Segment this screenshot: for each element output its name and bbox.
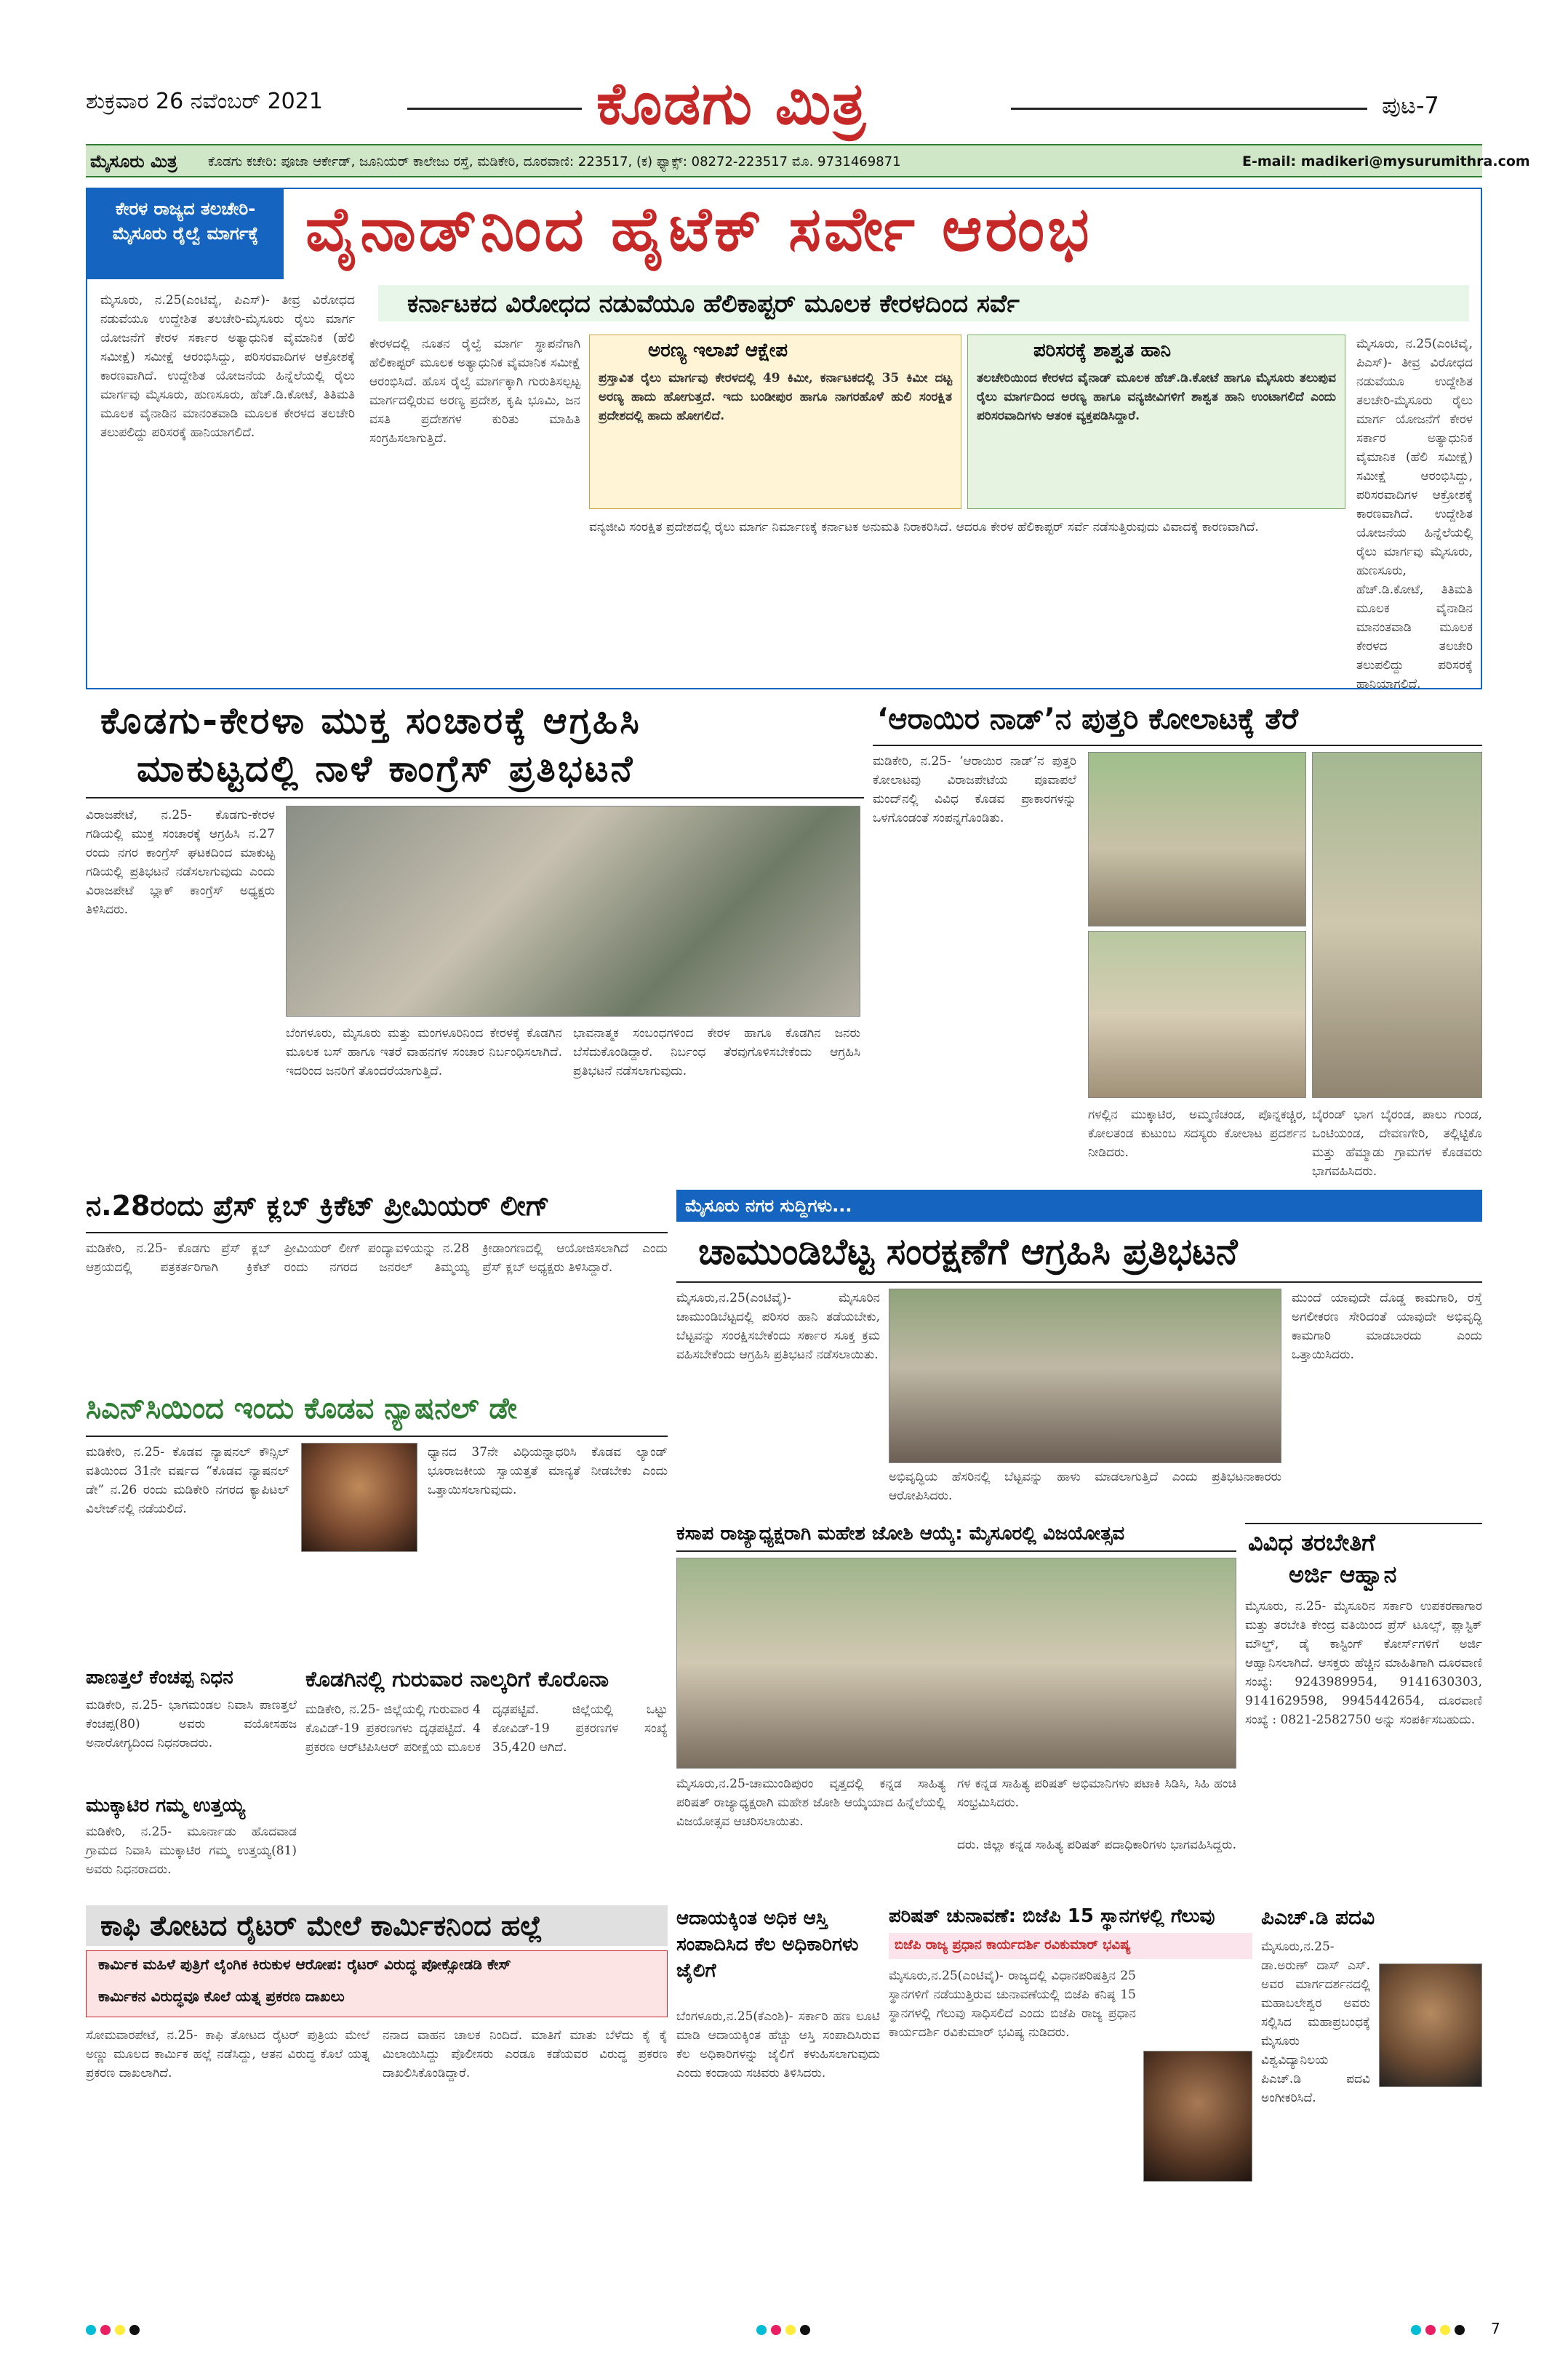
covid-headline: ಕೊಡಗಿನಲ್ಲಿ ಗುರುವಾರ ನಾಲ್ಕರಿಗೆ ಕೊರೊನಾ	[305, 1667, 609, 1692]
box-forest-title: ಅರಣ್ಯ ಇಲಾಖೆ ಆಕ್ಷೇಪ	[648, 340, 788, 361]
chamundi-body-col3: ಮುಂದೆ ಯಾವುದೇ ದೊಡ್ಡ ಕಾಮಗಾರಿ, ರಸ್ತೆ ಅಗಲೀಕರಣ ಸೇರಿದಂತೆ ಯಾವುದೇ ಅಭಿವೃದ್ಧಿ ಕಾಮಗಾರಿ ಮಾಡಬಾರದು ಎಂದು ಒತ್ತಾಯಿಸಿದರು.	[1292, 1291, 1482, 1362]
covid-story	[305, 1667, 668, 1899]
obituary-body-1: ಮಡಿಕೇರಿ, ನ.25- ಭಾಗಮಂಡಲ ನಿವಾಸಿ ಪಾಣತ್ತಲೆ ಕೆಂಚಪ್ಪ(80) ಅವರು ವಯೋಸಹಜ ಅನಾರೋಗ್ಯದಿಂದ ನಿಧನರಾದರು.	[86, 1698, 297, 1750]
kodagu-press-photo	[286, 806, 860, 1017]
strip-brand: ಮೈಸೂರು ಮಿತ್ರ	[90, 151, 177, 172]
mysuru-section-bar	[676, 1190, 1482, 1222]
arji-story	[1245, 1523, 1482, 1901]
cns-rule	[86, 1436, 668, 1437]
footer-page-mark: 7	[1491, 2320, 1500, 2337]
kasapa-photo	[676, 1558, 1236, 1769]
parishat-body: ಮೈಸೂರು,ನ.25(ಎಂಟಿವೈ)- ರಾಜ್ಯದಲ್ಲಿ ವಿಧಾನಪರಿಷತ್ತಿನ 25 ಸ್ಥಾನಗಳಿಗೆ ನಡೆಯುತ್ತಿರುವ ಚುನಾವಣೆಯಲ್ಲಿ ಬಿಜೆಪಿ ಕನಿಷ್ಠ 15 ಸ್ಥಾನಗಳಲ್ಲಿ ಗೆಲುವು ಸಾಧಿಸಲಿದೆ ಎಂದು ಬಿಜೆಪಿ ರಾಜ್ಯ ಪ್ರಧಾನ ಕಾರ್ಯದರ್ಶಿ ರವಿಕುಮಾರ್ ಭವಿಷ್ಯ ನುಡಿದರು.	[889, 1969, 1136, 2040]
estate-bullet-box	[86, 1950, 668, 2017]
estate-headline-bar	[86, 1905, 668, 1946]
lead-headline: ವೈನಾಡ್‌ನಿಂದ ಹೈಟೆಕ್ ಸರ್ವೇ ಆರಂಭ	[305, 193, 1092, 265]
kodagu-body-col2: ಬೆಂಗಳೂರು, ಮೈಸೂರು ಮತ್ತು ಮಂಗಳೂರಿನಿಂದ ಕೇರಳಕ್ಕೆ ಕೊಡಗಿನ ಮೂಲಕ ಬಸ್ ಹಾಗೂ ಇತರೆ ವಾಹನಗಳ ಸಂಚಾರ ನಿರ್ಬಂಧಿಸಲಾಗಿದೆ. ಇದರಿಂದ ಜನರಿಗೆ ತೊಂದರೆಯಾಗುತ್ತಿದೆ.	[286, 1026, 562, 1078]
cricket-rule	[86, 1232, 668, 1233]
chamundi-body-col2: ಅಭಿವೃದ್ಧಿಯ ಹೆಸರಿನಲ್ಲಿ ಬೆಟ್ಟವನ್ನು ಹಾಳು ಮಾಡಲಾಗುತ್ತಿದೆ ಎಂದು ಪ್ರತಿಭಟನಾಕಾರರು ಆರೋಪಿಸಿದರು.	[889, 1470, 1281, 1503]
mysuru-section-label: ಮೈಸೂರು ನಗರ ಸುದ್ದಿಗಳು...	[685, 1196, 852, 1216]
chamundi-photo	[889, 1289, 1281, 1463]
arji-body: ಮೈಸೂರು, ನ.25- ಮೈಸೂರಿನ ಸರ್ಕಾರಿ ಉಪಕರಣಾಗಾರ ಮತ್ತು ತರಬೇತಿ ಕೇಂದ್ರ ವತಿಯಿಂದ ಪ್ರೆಸ್ ಟೂಲ್ಸ್, ಪ್ಲಾಸ್ಟಿಕ್ ಮೌಲ್ಡ್, ಡೈ ಕಾಸ್ಟಿಂಗ್ ಕೋರ್ಸ್‌ಗಳಿಗೆ ಅರ್ಜಿ ಆಹ್ವಾನಿಸಲಾಗಿದೆ. ಆಸಕ್ತರು ಹೆಚ್ಚಿನ ಮಾಹಿತಿಗಾಗಿ ದೂರವಾಣಿ ಸಂಖ್ಯೆ: 9243989954, 9141630303, 9141629598, 9945442654, ದೂರವಾಣಿ ಸಂಖ್ಯೆ : 0821-2582750 ಅನ್ನು ಸಂಪರ್ಕಿಸಬಹುದು.	[1245, 1599, 1482, 1727]
info-strip	[86, 144, 1530, 177]
estate-story	[86, 1905, 668, 2298]
lead-kicker: ಕೇರಳ ರಾಜ್ಯದ ತಲಚೇರಿ-ಮೈಸೂರು ರೈಲ್ವೆ ಮಾರ್ಗಕ್ಕೆ	[112, 199, 259, 244]
lead-story	[86, 188, 1482, 692]
estate-body-col2: ನನಾದ ವಾಹನ ಚಾಲಕ ನಿಂದಿದೆ. ಮಾತಿಗೆ ಮಾತು ಬೆಳೆದು ಕೈ ಕೈ ಮಿಲಾಯಿಸಿದ್ದು ಪೊಲೀಸರು ಎರಡೂ ಕಡೆಯವರ ವಿರುದ್ಧ ಪ್ರಕರಣ ದಾಖಲಿಸಿಕೊಂಡಿದ್ದಾರೆ.	[383, 2028, 668, 2081]
phd-story	[1261, 1905, 1482, 2298]
obituary-body-2: ಮಡಿಕೇರಿ, ನ.25- ಮೂರ್ನಾಡು ಹೊದವಾಡ ಗ್ರಾಮದ ನಿವಾಸಿ ಮುಕ್ಕಾಟಿರ ಗಮ್ಮ ಉತ್ತಯ್ಯ(81) ಅವರು ನಿಧನರಾದರು.	[86, 1825, 297, 1877]
phd-portrait	[1379, 1963, 1482, 2087]
arji-headline-1: ವಿವಿಧ ತರಬೇತಿಗೆ	[1248, 1529, 1375, 1556]
covid-body: ಮಡಿಕೇರಿ, ನ.25- ಜಿಲ್ಲೆಯಲ್ಲಿ ಗುರುವಾರ 4 ಕೊವಿಡ್-19 ಪ್ರಕರಣಗಳು ದೃಢಪಟ್ಟಿದೆ. 4 ಪ್ರಕರಣ ಆರ್‌ಟಿಪಿಸಿಆರ್ ಪರೀಕ್ಷೆಯ ಮೂಲಕ ದೃಢಪಟ್ಟಿವೆ. ಜಿಲ್ಲೆಯಲ್ಲಿ ಒಟ್ಟು ಕೋವಿಡ್-19 ಪ್ರಕರಣಗಳ ಸಂಖ್ಯೆ 35,420 ಆಗಿದೆ.	[305, 1702, 668, 1755]
cns-story	[86, 1392, 668, 1661]
estate-bullet-1: ಕಾರ್ಮಿಕ ಮಹಿಳೆ ಪುತ್ರಿಗೆ ಲೈಂಗಿಕ ಕಿರುಕುಳ ಆರೋಪ: ರೈಟರ್ ವಿರುದ್ಧ ಪೋಕ್ಸೋಡಡಿ ಕೇಸ್	[98, 1955, 511, 1973]
kasapa-story	[676, 1523, 1236, 1901]
estate-headline: ಕಾಫಿ ತೋಟದ ರೈಟರ್ ಮೇಲೆ ಕಾರ್ಮಿಕನಿಂದ ಹಲ್ಲೆ	[100, 1910, 543, 1942]
puttari-photo-1	[1088, 752, 1306, 926]
registration-dots-center	[756, 2324, 815, 2338]
kasapa-body-col1: ಮೈಸೂರು,ನ.25-ಚಾಮುಂಡಿಪುರಂ ವೃತ್ತದಲ್ಲಿ ಕನ್ನಡ ಸಾಹಿತ್ಯ ಪರಿಷತ್ ರಾಜ್ಯಾಧ್ಯಕ್ಷರಾಗಿ ಮಹೇಶ ಜೋಶಿ ಆಯ್ಕೆಯಾದ ಹಿನ್ನೆಲೆಯಲ್ಲಿ ವಿಜಯೋತ್ಸವ ಆಚರಿಸಲಾಯಿತು.	[676, 1777, 945, 1829]
kodagu-rule	[86, 797, 864, 798]
box-environment-title: ಪರಿಸರಕ್ಕೆ ಶಾಶ್ವತ ಹಾನಿ	[1033, 340, 1172, 361]
lead-body-col1: ಮೈಸೂರು, ನ.25(ಎಂಟಿವೈ, ಪಿಎಸ್‌)- ತೀವ್ರ ವಿರೋಧದ ನಡುವೆಯೂ ಉದ್ದೇಶಿತ ತಲಚೇರಿ-ಮೈಸೂರು ರೈಲು ಮಾರ್ಗ ಯೋಜನೆಗೆ ಕೇರಳ ಸರ್ಕಾರ ಅತ್ಯಾಧುನಿಕ ವೈಮಾನಿಕ (ಹೆಲಿ ಸಮೀಕ್ಷೆ) ಸಮೀಕ್ಷೆ ಆರಂಭಿಸಿದ್ದು, ಪರಿಸರವಾದಿಗಳ ಆಕ್ರೋಶಕ್ಕೆ ಕಾರಣವಾಗಿದೆ. ಉದ್ದೇಶಿತ ಯೋಜನೆಯ ಹಿನ್ನೆಲೆಯಲ್ಲಿ ರೈಲು ಮಾರ್ಗವು ಮೈಸೂರು, ಹುಣಸೂರು, ಹೆಚ್.ಡಿ.ಕೋಟೆ, ತಿತಿಮತಿ ಮೂಲಕ ವೈನಾಡಿನ ಮಾನಂತವಾಡಿ ಮೂಲಕ ಕೇರಳದ ತಲಚೇರಿ ತಲುಪಲಿದ್ದು ಪರಿಸರಕ್ಕೆ ಹಾನಿಯಾಗಲಿದೆ.	[100, 293, 355, 440]
masthead-rule-left	[407, 108, 582, 110]
registration-dots-left	[86, 2324, 144, 2338]
lead-body-col2: ಕೇರಳದಲ್ಲಿ ನೂತನ ರೈಲ್ವೆ ಮಾರ್ಗ ಸ್ಥಾಪನೆಗಾಗಿ ಹೆಲಿಕಾಪ್ಟರ್ ಮೂಲಕ ಅತ್ಯಾಧುನಿಕ ವೈಮಾನಿಕ ಸಮೀಕ್ಷೆ ಆರಂಭಿಸಿದೆ. ಹೊಸ ರೈಲ್ವೆ ಮಾರ್ಗಕ್ಕಾಗಿ ಗುರುತಿಸಲ್ಪಟ್ಟ ಮಾರ್ಗದಲ್ಲಿರುವ ಅರಣ್ಯ ಪ್ರದೇಶ, ಕೃಷಿ ಭೂಮಿ, ಜನ ವಸತಿ ಪ್ರದೇಶಗಳ ಕುರಿತು ಮಾಹಿತಿ ಸಂಗ್ರಹಿಸಲಾಗುತ್ತಿದೆ.	[369, 337, 580, 446]
masthead	[0, 0, 1568, 182]
obituary-headline-1: ಪಾಣತ್ತಲೆ ಕೆಂಚಪ್ಪ ನಿಧನ	[86, 1667, 233, 1689]
obituary-headline-2: ಮುಕ್ಕಾಟಿರ ಗಮ್ಮ ಉತ್ತಯ್ಯ	[86, 1795, 246, 1817]
cns-portrait	[301, 1443, 417, 1552]
parishat-subhead-bar	[889, 1933, 1252, 1959]
phd-headline: ಪಿಎಚ್.ಡಿ ಪದವಿ	[1261, 1905, 1375, 1929]
lead-kicker-box	[87, 189, 284, 279]
estate-bullet-2: ಕಾರ್ಮಿಕನ ವಿರುದ್ಧವೂ ಕೊಲೆ ಯತ್ನ ಪ್ರಕರಣ ದಾಖಲು	[98, 1987, 345, 2005]
puttari-body-col1: ಮಡಿಕೇರಿ, ನ.25- ‘ಆರಾಯಿರ ನಾಡ್’ನ ಪುತ್ತರಿ ಕೋಲಾಟವು ವಿರಾಜಪೇಟೆಯ ಪೂವಾಪಲೆ ಮಂದ್‌ನಲ್ಲಿ ವಿವಿಧ ಕೊಡವ ಪ್ರಾಕಾರಗಳನ್ನು ಒಳಗೊಂಡಂತೆ ಸಂಪನ್ನಗೊಂಡಿತು.	[873, 754, 1076, 825]
puttari-body-col2: ಗಳಲ್ಲಿನ ಮುಕ್ಕಾಟಿರ, ಅಮ್ಮಣಿಚಂಡ, ಪೊನ್ನಕಚ್ಚಿರ, ಕೋಲತಂಡ ಕುಟುಂಬ ಸದಸ್ಯರು ಕೋಲಾಟ ಪ್ರದರ್ಶನ ನೀಡಿದರು.	[1088, 1108, 1306, 1160]
kasapa-headline: ಕಸಾಪ ರಾಜ್ಯಾಧ್ಯಕ್ಷರಾಗಿ ಮಹೇಶ ಜೋಶಿ ಆಯ್ಕೆ: ಮೈಸೂರಲ್ಲಿ ವಿಜಯೋತ್ಸವ	[676, 1523, 1125, 1545]
kodagu-body-col3: ಭಾವನಾತ್ಮಕ ಸಂಬಂಧಗಳಿಂದ ಕೇರಳ ಹಾಗೂ ಕೊಡಗಿನ ಜನರು ಬೆಸೆದುಕೊಂಡಿದ್ದಾರೆ. ನಿರ್ಬಂಧ ತೆರವುಗೊಳಿಸಬೇಕೆಂದು ಆಗ್ರಹಿಸಿ ಪ್ರತಿಭಟನೆ ನಡೆಸಲಾಗುವುದು.	[573, 1026, 860, 1078]
kasapa-rule	[676, 1550, 1236, 1552]
chamundi-headline: ಚಾಮುಂಡಿಬೆಟ್ಟ ಸಂರಕ್ಷಣೆಗೆ ಆಗ್ರಹಿಸಿ ಪ್ರತಿಭಟನೆ	[698, 1230, 1238, 1273]
page-number: ಪುಟ-7	[1382, 92, 1439, 119]
puttari-headline: ‘ಆರಾಯಿರ ನಾಡ್’ನ ಪುತ್ತರಿ ಕೋಲಾಟಕ್ಕೆ ತೆರೆ	[877, 702, 1298, 736]
kodagu-headline-1: ಕೊಡಗು-ಕೇರಳಾ ಮುಕ್ತ ಸಂಚಾರಕ್ಕೆ ಆಗ್ರಹಿಸಿ	[100, 700, 641, 742]
obituary-block	[86, 1667, 301, 1899]
strip-address: ಕೊಡಗು ಕಚೇರಿ: ಪೂಜಾ ಆರ್ಕೇಡ್, ಜೂನಿಯರ್ ಕಾಲೇಜು ರಸ್ತೆ, ಮಡಿಕೇರಿ, ದೂರವಾಣಿ: 223517, (ಕ) ಫ್ಯಾಕ್ಸ್: 08272-223517 ಮೊ. 9731469871	[208, 154, 901, 169]
chamundi-body-col1: ಮೈಸೂರು,ನ.25(ಎಂಟಿವೈ)- ಮೈಸೂರಿನ ಚಾಮುಂಡಿಬೆಟ್ಟದಲ್ಲಿ ಪರಿಸರ ಹಾನಿ ತಡೆಯಬೇಕು, ಬೆಟ್ಟವನ್ನು ಸಂರಕ್ಷಿಸಬೇಕೆಂದು ಸರ್ಕಾರ ಸೂಕ್ತ ಕ್ರಮ ವಹಿಸಬೇಕೆಂದು ಆಗ್ರಹಿಸಿ ಪ್ರತಿಭಟನೆ ನಡೆಸಲಾಯಿತು.	[676, 1291, 880, 1362]
kodagu-body-col1: ವಿರಾಜಪೇಟೆ, ನ.25- ಕೊಡಗು-ಕೇರಳ ಗಡಿಯಲ್ಲಿ ಮುಕ್ತ ಸಂಚಾರಕ್ಕೆ ಆಗ್ರಹಿಸಿ ನ.27 ರಂದು ನಗರ ಕಾಂಗ್ರೆಸ್ ಘಟಕದಿಂದ ಮಾಕುಟ್ಟ ಗಡಿಯಲ್ಲಿ ಪ್ರತಿಭಟನೆ ನಡೆಸಲಾಗುವುದು ಎಂದು ವಿರಾಜಪೇಟೆ ಬ್ಲಾಕ್ ಕಾಂಗ್ರೆಸ್ ಅಧ್ಯಕ್ಷರು ತಿಳಿಸಿದರು.	[86, 808, 275, 917]
cns-body-col2: ಧ್ಯಾನದ 37ನೇ ವಿಧಿಯನ್ನಾಧರಿಸಿ ಕೊಡವ ಲ್ಯಾಂಡ್ ಭೂರಾಜಕೀಯ ಸ್ವಾಯತ್ತತೆ ಮಾನ್ಯತೆ ನೀಡಬೇಕು ಎಂದು ಒತ್ತಾಯಿಸಲಾಗುವುದು.	[428, 1445, 668, 1497]
masthead-rule-right	[1011, 108, 1367, 110]
arji-headline-2: ಅರ್ಜಿ ಆಹ್ವಾನ	[1289, 1561, 1397, 1588]
income-body: ಬೆಂಗಳೂರು,ನ.25(ಕೆಎಂಶಿ)- ಸರ್ಕಾರಿ ಹಣ ಲೂಟಿ ಮಾಡಿ ಆದಾಯಕ್ಕಿಂತ ಹೆಚ್ಚು ಆಸ್ತಿ ಸಂಪಾದಿಸಿರುವ ಕೆಲ ಅಧಿಕಾರಿಗಳನ್ನು ಜೈಲಿಗೆ ಕಳುಹಿಸಲಾಗುವುದು ಎಂದು ಕಂದಾಯ ಸಚಿವರು ತಿಳಿಸಿದರು.	[676, 2009, 880, 2081]
strip-email[interactable]: E-mail: madikeri@mysurumithra.com	[1242, 153, 1530, 169]
phd-body: ಮೈಸೂರು,ನ.25- ಡಾ.ಅರುಣ್ ದಾಸ್ ಎಸ್. ಅವರ ಮಾರ್ಗದರ್ಶನದಲ್ಲಿ ಮಹಾಬಲೇಶ್ವರ ಅವರು ಸಲ್ಲಿಸಿದ ಮಹಾಪ್ರಬಂಧಕ್ಕೆ ಮೈಸೂರು ವಿಶ್ವವಿದ್ಯಾನಿಲಯ ಪಿಎಚ್.ಡಿ ಪದವಿ ಅಂಗೀಕರಿಸಿದೆ.	[1261, 1939, 1370, 2105]
chamundi-rule	[676, 1281, 1482, 1283]
cns-headline: ಸಿಎನ್‌ಸಿಯಿಂದ ಇಂದು ಕೊಡವ ನ್ಯಾಷನಲ್ ಡೇ	[86, 1392, 517, 1425]
parishat-portrait	[1143, 2051, 1252, 2182]
kodagu-headline-2: ಮಾಕುಟ್ಟದಲ್ಲಿ ನಾಳೆ ಕಾಂಗ್ರೆಸ್ ಪ್ರತಿಭಟನೆ	[137, 748, 635, 790]
chamundi-story	[676, 1228, 1482, 1518]
cns-body-col1: ಮಡಿಕೇರಿ, ನ.25- ಕೊಡವ ನ್ಯಾಷನಲ್ ಕೌನ್ಸಿಲ್ ವತಿಯಿಂದ 31ನೇ ವರ್ಷದ “ಕೊಡವ ನ್ಯಾಷನಲ್ ಡೇ” ನ.26 ರಂದು ಮಡಿಕೇರಿ ನಗರದ ಕ್ಯಾಪಿಟಲ್ ವಿಲೇಜ್‌ನಲ್ಲಿ ನಡೆಯಲಿದೆ.	[86, 1445, 289, 1516]
parishat-story	[889, 1905, 1252, 2298]
newspaper-title: ಕೊಡಗು ಮಿತ್ರ	[596, 70, 868, 137]
puttari-story	[873, 697, 1482, 1184]
cricket-story	[86, 1190, 668, 1386]
box-forest-body: ಪ್ರಸ್ತಾವಿತ ರೈಲು ಮಾರ್ಗವು ಕೇರಳದಲ್ಲಿ 49 ಕಿಮೀ, ಕರ್ನಾಟಕದಲ್ಲಿ 35 ಕಿಮೀ ದಟ್ಟ ಅರಣ್ಯ ಹಾದು ಹೋಗುತ್ತದೆ. ಇದು ಬಂಡೀಪುರ ಹಾಗೂ ನಾಗರಹೊಳೆ ಹುಲಿ ಸಂರಕ್ಷಿತ ಪ್ರದೇಶದಲ್ಲಿ ಹಾದು ಹೋಗಲಿದೆ.	[599, 371, 952, 423]
cricket-headline: ನ.28ರಂದು ಪ್ರೆಸ್ ಕ್ಲಬ್ ಕ್ರಿಕೆಟ್ ಪ್ರೀಮಿಯರ್ ಲೀಗ್	[86, 1190, 550, 1222]
puttari-photo-3	[1312, 752, 1482, 1098]
puttari-rule	[873, 745, 1482, 746]
lead-subhead: ಕರ್ನಾಟಕದ ವಿರೋಧದ ನಡುವೆಯೂ ಹೆಲಿಕಾಪ್ಟರ್ ಮೂಲಕ ಕೇರಳದಿಂದ ಸರ್ವೆ	[407, 289, 1020, 319]
kodagu-story	[86, 697, 864, 1184]
parishat-headline: ಪರಿಷತ್ ಚುನಾವಣೆ: ಬಿಜೆಪಿ 15 ಸ್ಥಾನಗಳಲ್ಲಿ ಗೆಲುವು	[889, 1905, 1215, 1927]
income-story	[676, 1905, 880, 2298]
box-forest	[589, 335, 961, 509]
puttari-body-col3: ಬೈರಂಡ್ ಭಾಗ ಬೈರಂಡ, ಪಾಲು ಗುಂಡ, ಒಂಟಿಯಂಡ, ದೇವಣಗೇರಿ, ತಲ್ಲಿಟ್ಟಿಕೊ ಮತ್ತು ಹೆಮ್ಮಾಡು ಗ್ರಾಮಗಳ ಕೊಡವರು ಭಾಗವಹಿಸಿದರು.	[1312, 1108, 1482, 1179]
lead-body-col4: ಮೈಸೂರು, ನ.25(ಎಂಟಿವೈ, ಪಿಎಸ್‌)- ತೀವ್ರ ವಿರೋಧದ ನಡುವೆಯೂ ಉದ್ದೇಶಿತ ತಲಚೇರಿ-ಮೈಸೂರು ರೈಲು ಮಾರ್ಗ ಯೋಜನೆಗೆ ಕೇರಳ ಸರ್ಕಾರ ಅತ್ಯಾಧುನಿಕ ವೈಮಾನಿಕ (ಹೆಲಿ ಸಮೀಕ್ಷೆ) ಸಮೀಕ್ಷೆ ಆರಂಭಿಸಿದ್ದು, ಪರಿಸರವಾದಿಗಳ ಆಕ್ರೋಶಕ್ಕೆ ಕಾರಣವಾಗಿದೆ. ಉದ್ದೇಶಿತ ಯೋಜನೆಯ ಹಿನ್ನೆಲೆಯಲ್ಲಿ ರೈಲು ಮಾರ್ಗವು ಮೈಸೂರು, ಹುಣಸೂರು, ಹೆಚ್.ಡಿ.ಕೋಟೆ, ತಿತಿಮತಿ ಮೂಲಕ ವೈನಾಡಿನ ಮಾನಂತವಾಡಿ ಮೂಲಕ ಕೇರಳದ ತಲಚೇರಿ ತಲುಪಲಿದ್ದು ಪರಿಸರಕ್ಕೆ ಹಾನಿಯಾಗಲಿದೆ.	[1356, 337, 1473, 692]
registration-dots-right	[1411, 2324, 1469, 2338]
cricket-body: ಮಡಿಕೇರಿ, ನ.25- ಕೊಡಗು ಪ್ರೆಸ್ ಕ್ಲಬ್ ಆಶ್ರಯದಲ್ಲಿ ಪತ್ರಕರ್ತರಿಗಾಗಿ ಕ್ರಿಕೆಟ್ ಪ್ರೀಮಿಯರ್ ಲೀಗ್ ಪಂದ್ಯಾವಳಿಯನ್ನು ನ.28 ರಂದು ನಗರದ ಜನರಲ್ ತಿಮ್ಮಯ್ಯ ಕ್ರೀಡಾಂಗಣದಲ್ಲಿ ಆಯೋಜಿಸಲಾಗಿದೆ ಎಂದು ಪ್ರೆಸ್ ಕ್ಲಬ್ ಅಧ್ಯಕ್ಷರು ತಿಳಿಸಿದ್ದಾರೆ.	[86, 1241, 668, 1275]
box-environment	[967, 335, 1345, 509]
lead-body-col3: ವನ್ಯಜೀವಿ ಸಂರಕ್ಷಿತ ಪ್ರದೇಶದಲ್ಲಿ ರೈಲು ಮಾರ್ಗ ನಿರ್ಮಾಣಕ್ಕೆ ಕರ್ನಾಟಕ ಅನುಮತಿ ನಿರಾಕರಿಸಿದೆ. ಆದರೂ ಕೇರಳ ಹೆಲಿಕಾಪ್ಟರ್ ಸರ್ವೆ ನಡೆಸುತ್ತಿರುವುದು ವಿವಾದಕ್ಕೆ ಕಾರಣವಾಗಿದೆ.	[589, 520, 1259, 535]
kasapa-body-col3: ದರು. ಜಿಲ್ಲಾ ಕನ್ನಡ ಸಾಹಿತ್ಯ ಪರಿಷತ್ ಪದಾಧಿಕಾರಿಗಳು ಭಾಗವಹಿಸಿದ್ದರು.	[957, 1838, 1236, 1852]
puttari-photo-2	[1088, 931, 1306, 1098]
kasapa-body-col2: ಗಳ ಕನ್ನಡ ಸಾಹಿತ್ಯ ಪರಿಷತ್ ಅಭಿಮಾನಿಗಳು ಪಟಾಕಿ ಸಿಡಿಸಿ, ಸಿಹಿ ಹಂಚಿ ಸಂಭ್ರಮಿಸಿದರು.	[957, 1777, 1236, 1810]
income-headline: ಆದಾಯಕ್ಕಿಂತ ಅಧಿಕ ಆಸ್ತಿ ಸಂಪಾದಿಸಿದ ಕೆಲ ಅಧಿಕಾರಿಗಳು ಜೈಲಿಗೆ	[676, 1907, 859, 1982]
estate-body-col1: ಸೋಮವಾರಪೇಟೆ, ನ.25- ಕಾಫಿ ತೋಟದ ರೈಟರ್ ಪುತ್ರಿಯ ಮೇಲೆ ಅಣ್ಣು ಮೂಲದ ಕಾರ್ಮಿಕ ಹಲ್ಲೆ ನಡೆಸಿದ್ದು, ಆತನ ವಿರುದ್ಧ ಕೊಲೆ ಯತ್ನ ಪ್ರಕರಣ ದಾಖಲಾಗಿದೆ.	[86, 2028, 369, 2081]
lead-subhead-bar	[378, 285, 1469, 321]
parishat-subhead: ಬಿಜೆಪಿ ರಾಜ್ಯ ಪ್ರಧಾನ ಕಾರ್ಯದರ್ಶಿ ರವಿಕುಮಾರ್ ಭವಿಷ್ಯ	[895, 1937, 1131, 1953]
issue-date: ಶುಕ್ರವಾರ 26 ನವೆಂಬರ್ 2021	[86, 89, 323, 114]
box-environment-body: ತಲಚೇರಿಯಿಂದ ಕೇರಳದ ವೈನಾಡ್ ಮೂಲಕ ಹೆಚ್.ಡಿ.ಕೋಟೆ ಹಾಗೂ ಮೈಸೂರು ತಲುಪುವ ರೈಲು ಮಾರ್ಗದಿಂದ ಅರಣ್ಯ ಹಾಗೂ ವನ್ಯಜೀವಿಗಳಿಗೆ ಶಾಶ್ವತ ಹಾನಿ ಉಂಟಾಗಲಿದೆ ಎಂದು ಪರಿಸರವಾದಿಗಳು ಆತಂಕ ವ್ಯಕ್ತಪಡಿಸಿದ್ದಾರೆ.	[977, 371, 1336, 423]
